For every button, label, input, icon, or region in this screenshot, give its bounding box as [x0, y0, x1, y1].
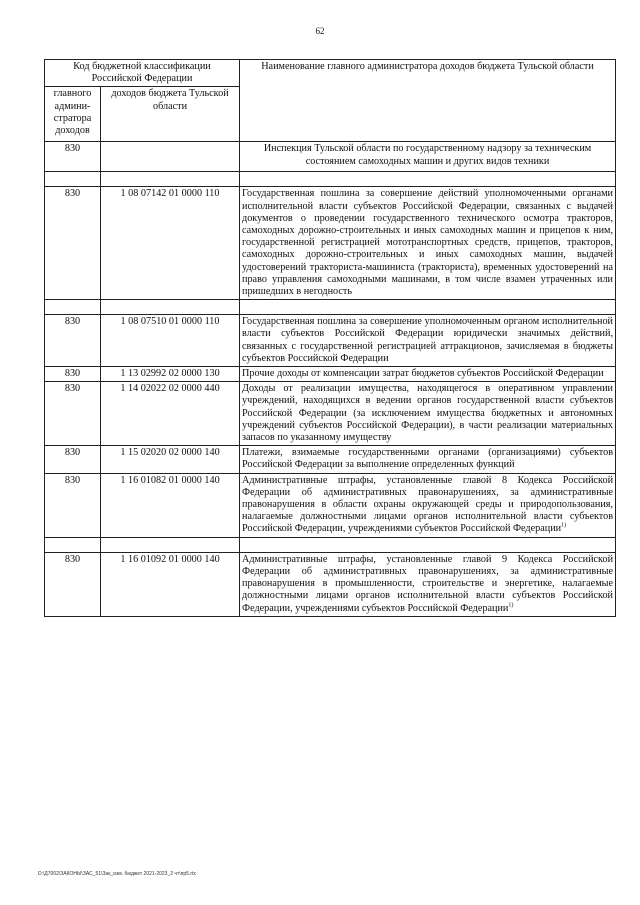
- income-column-header: доходов бюджета Тульской области: [101, 87, 240, 142]
- income-code-cell: 1 14 02022 02 0000 440: [101, 382, 240, 446]
- description-text: Доходы от реализации имущества, находящегося в оперативном управлении учреждений, находящихся в ведении органов государственной власти субъектов Российской Федерации (за исключением имущества бюджетных и автономных учреждений субъектов Российской Федерации), в части реализации материальных запасов по указанному имуществу: [242, 383, 614, 444]
- spacer-row: [45, 172, 616, 187]
- table-row: [45, 473, 616, 537]
- admin-code-cell: 830: [45, 367, 101, 382]
- page-number: 62: [315, 26, 325, 36]
- description-text: Государственная пошлина за совершение уполномоченным органом исполнительной власти субъектов Российской Федерации юридически значимых действий, связанных с государственной регистрацией аттракционов, зачисляемая в бюджеты субъектов Российской Федерации: [242, 316, 614, 364]
- admin-column-header: главного админи-стратора доходов: [45, 87, 101, 142]
- table-row: [45, 367, 616, 382]
- description-cell: [240, 367, 616, 382]
- file-path-footer: D:\Д7002\ЗАКОНЫ\ЗАС_51\Зак_изм. бюджет 2021-2023_2 чт\пр5.rtx: [38, 871, 196, 877]
- organization-row: [45, 142, 616, 172]
- description-text: Платежи, взимаемые государственными органами (организациями) субъектов Российской Федерации за выполнение определенных функций: [242, 447, 614, 471]
- spacer-row: [45, 300, 616, 315]
- income-rows: [45, 187, 616, 616]
- description-cell: [240, 382, 616, 446]
- income-code-cell: 1 08 07142 01 0000 110: [101, 187, 240, 300]
- income-code-cell: 1 15 02020 02 0000 140: [101, 446, 240, 473]
- income-code-cell: 1 13 02992 02 0000 130: [101, 367, 240, 382]
- header-row-top: [45, 60, 616, 87]
- name-column-header: Наименование главного администратора доходов бюджета Тульской области: [240, 60, 616, 142]
- admin-code-cell: 830: [45, 552, 101, 616]
- organization-name: Инспекция Тульской области по государственному надзору за техническим состоянием самоходных машин и других видов техники: [240, 142, 616, 172]
- description-cell: [240, 315, 616, 367]
- description-cell: [240, 187, 616, 300]
- table-row: [45, 315, 616, 367]
- income-code-cell: 1 16 01092 01 0000 140: [101, 552, 240, 616]
- admin-code-cell: 830: [45, 315, 101, 367]
- footnote-marker: 1): [561, 523, 567, 530]
- admin-code-cell: 830: [45, 473, 101, 537]
- footnote-marker: 1): [508, 602, 514, 609]
- admin-code-cell: 830: [45, 446, 101, 473]
- description-cell: [240, 552, 616, 616]
- budget-classification-table: [44, 59, 616, 617]
- description-text: Государственная пошлина за совершение действий уполномоченными органами исполнительной власти субъектов Российской Федерации, связанных с выдачей документов о проведении государственного технического осмотра тракторов, самоходных дорожно-строительных и иных самоходных машин и прицепов к ним, государственной регистрацией мототранспортных средств, прицепов, тракторов, самоходных дорожно-строительных и иных самоходных машин, выдачей удостоверений тракториста-машиниста (тракториста), временных удостоверений на право управления самоходными машинами, в том числе взамен утраченных или пришедших в негодность: [242, 188, 614, 298]
- description-text: Административные штрафы, установленные главой 8 Кодекса Российской Федерации об административных правонарушениях, за административные правонарушения в области охраны окружающей среды и природопользования, налагаемые должностными лицами органов исполнительной власти субъектов Российской Федерации, учреждениями субъектов Российской Федерации: [242, 474, 614, 535]
- admin-code-cell: 830: [45, 382, 101, 446]
- description-text: Прочие доходы от компенсации затрат бюджетов субъектов Российской Федерации: [242, 368, 604, 380]
- table-row: [45, 382, 616, 446]
- table-row: [45, 552, 616, 616]
- income-code-cell: 1 16 01082 01 0000 140: [101, 473, 240, 537]
- description-text: Административные штрафы, установленные главой 9 Кодекса Российской Федерации об административных правонарушениях, за административные правонарушения в промышленности, строительстве и энергетике, налагаемые должностными лицами органов исполнительной власти субъектов Российской Федерации, учреждениями субъектов Российской Федерации: [242, 553, 614, 614]
- income-code-cell: 1 08 07510 01 0000 110: [101, 315, 240, 367]
- admin-code-cell: 830: [45, 187, 101, 300]
- description-cell: [240, 446, 616, 473]
- organization-income-code-empty: [101, 142, 240, 172]
- table-row: [45, 446, 616, 473]
- code-group-header: Код бюджетной классификации Российской Федерации: [45, 60, 240, 87]
- table-row: [45, 187, 616, 300]
- description-cell: [240, 473, 616, 537]
- spacer-row: [45, 537, 616, 552]
- organization-admin-code: 830: [45, 142, 101, 172]
